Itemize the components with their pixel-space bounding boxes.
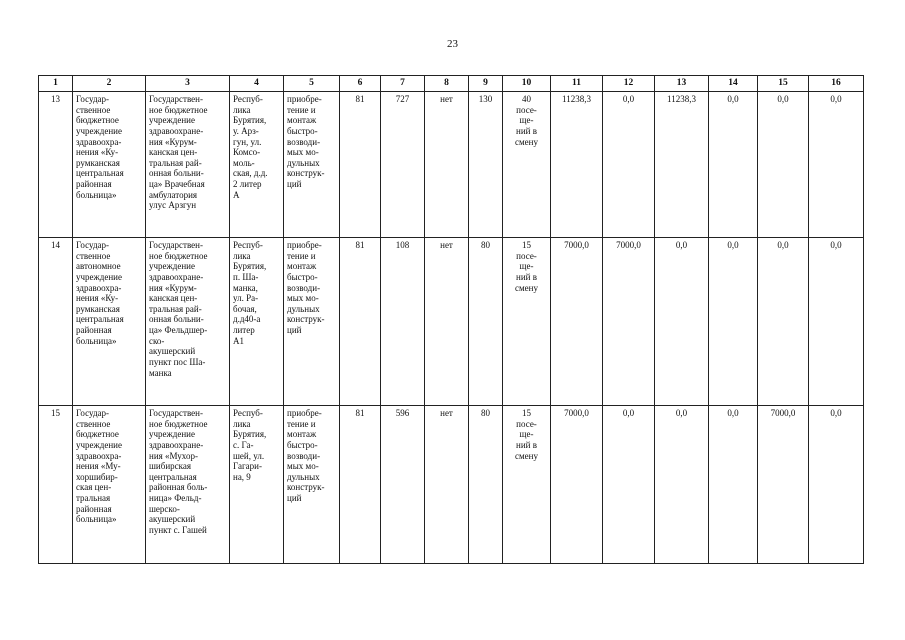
address-cell: Респуб- лика Бурятия, п. Ша- манка, ул. Ра- бочая, д.д40-а литер А1	[230, 238, 284, 406]
table-cell: нет	[425, 406, 469, 564]
table-cell: 0,0	[603, 406, 655, 564]
table-cell: нет	[425, 92, 469, 238]
row-number-cell: 14	[39, 238, 73, 406]
table-cell: 0,0	[809, 406, 864, 564]
table-cell: 0,0	[758, 92, 809, 238]
column-header: 10	[503, 76, 551, 92]
column-header: 3	[146, 76, 230, 92]
facility-cell: Государствен- ное бюджетное учреждение здравоохране- ния «Курум- канская цен- тральная рай- онная больни- ца» Врачебная амбулатория улус Арзгун	[146, 92, 230, 238]
activity-cell: приобре- тение и монтаж быстро- возводи- мых мо- дульных конструк- ций	[284, 406, 340, 564]
data-table	[38, 75, 864, 564]
table-cell: 0,0	[709, 92, 758, 238]
institution-cell: Государ- ственное автономное учреждение здравоохра- нения «Ку- румканская центральная районная больница»	[73, 238, 146, 406]
row-number-cell: 13	[39, 92, 73, 238]
table-row	[39, 92, 864, 238]
table-cell: 80	[469, 238, 503, 406]
table-cell: 108	[381, 238, 425, 406]
column-header: 4	[230, 76, 284, 92]
table-cell: 81	[340, 406, 381, 564]
row-number-cell: 15	[39, 406, 73, 564]
table-cell: нет	[425, 238, 469, 406]
column-header: 15	[758, 76, 809, 92]
table-cell: 11238,3	[551, 92, 603, 238]
column-header: 9	[469, 76, 503, 92]
column-header: 16	[809, 76, 864, 92]
table-cell: 81	[340, 92, 381, 238]
column-header: 7	[381, 76, 425, 92]
table-cell: 7000,0	[603, 238, 655, 406]
column-header: 5	[284, 76, 340, 92]
table-cell: 0,0	[809, 238, 864, 406]
table-cell: 81	[340, 238, 381, 406]
column-header: 12	[603, 76, 655, 92]
table-cell: 596	[381, 406, 425, 564]
address-cell: Респуб- лика Бурятия, с. Га- шей, ул. Гагари- на, 9	[230, 406, 284, 564]
table-cell: 0,0	[603, 92, 655, 238]
column-header: 8	[425, 76, 469, 92]
address-cell: Респуб- лика Бурятия, у. Арз- гун, ул. Комсо- моль- ская, д.д. 2 литер А	[230, 92, 284, 238]
capacity-cell: 15 посе- ще- ний в смену	[503, 238, 551, 406]
table-cell: 7000,0	[551, 238, 603, 406]
activity-cell: приобре- тение и монтаж быстро- возводи- мых мо- дульных конструк- ций	[284, 92, 340, 238]
table-cell: 727	[381, 92, 425, 238]
header-row	[39, 76, 864, 92]
facility-cell: Государствен- ное бюджетное учреждение здравоохране- ния «Курум- канская цен- тральная рай- онная больни- ца» Фельдшер- ско- акушерский пункт пос Ша- манка	[146, 238, 230, 406]
table-cell: 0,0	[709, 406, 758, 564]
activity-cell: приобре- тение и монтаж быстро- возводи- мых мо- дульных конструк- ций	[284, 238, 340, 406]
table-cell: 0,0	[709, 238, 758, 406]
facility-cell: Государствен- ное бюджетное учреждение здравоохране- ния «Мухор- шибирская центральная районная боль- ница» Фельд- шерско- акушерский пункт с. Гашей	[146, 406, 230, 564]
column-header: 11	[551, 76, 603, 92]
page-number: 23	[447, 38, 458, 50]
column-header: 2	[73, 76, 146, 92]
table-row	[39, 238, 864, 406]
table-cell: 11238,3	[655, 92, 709, 238]
institution-cell: Государ- ственное бюджетное учреждение здравоохра- нения «Му- хоршибир- ская цен- тральная районная больница»	[73, 406, 146, 564]
column-header: 14	[709, 76, 758, 92]
capacity-cell: 40 посе- ще- ний в смену	[503, 92, 551, 238]
table-cell: 0,0	[655, 238, 709, 406]
table-row	[39, 406, 864, 564]
table-cell: 7000,0	[551, 406, 603, 564]
column-header: 6	[340, 76, 381, 92]
institution-cell: Государ- ственное бюджетное учреждение здравоохра- нения «Ку- румканская центральная районная больница»	[73, 92, 146, 238]
column-header: 1	[39, 76, 73, 92]
table-cell: 0,0	[809, 92, 864, 238]
table-cell: 130	[469, 92, 503, 238]
table-cell: 80	[469, 406, 503, 564]
table-cell: 0,0	[758, 238, 809, 406]
column-header: 13	[655, 76, 709, 92]
table-cell: 7000,0	[758, 406, 809, 564]
table-cell: 0,0	[655, 406, 709, 564]
capacity-cell: 15 посе- ще- ний в смену	[503, 406, 551, 564]
